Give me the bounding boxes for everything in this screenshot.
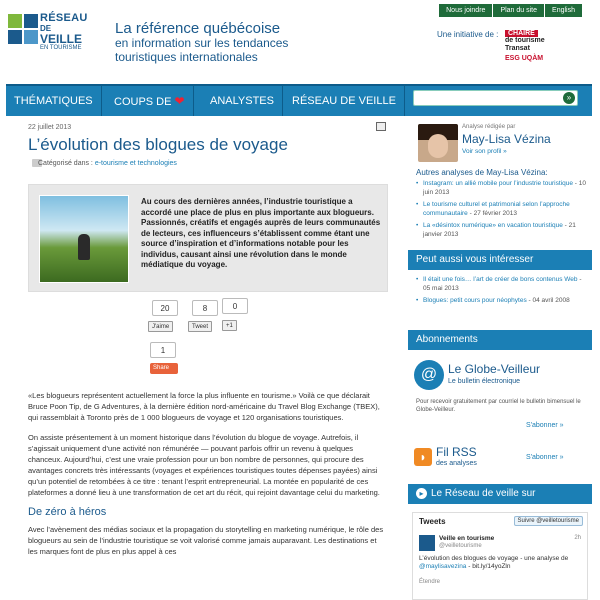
like-count: 20 bbox=[152, 300, 178, 316]
newsletter-subtitle: Le bulletin électronique bbox=[448, 378, 520, 385]
article bbox=[20, 118, 392, 600]
rss-subscribe-link[interactable]: S'abonner » bbox=[526, 454, 564, 461]
tweet-author-name[interactable]: Veille en tourisme bbox=[439, 535, 495, 542]
author-profile-link[interactable]: Voir son profil » bbox=[462, 148, 507, 155]
nav-analystes[interactable]: ANALYSTES bbox=[202, 86, 283, 116]
chaire-logo[interactable]: CHAIRE de tourisme Transat ESG UQÀM bbox=[505, 30, 545, 62]
list-item: • Il était une fois… l’art de créer de bons contenus Web - 05 mai 2013 bbox=[416, 276, 588, 293]
twitter-heading: ▸ Le Réseau de veille sur bbox=[408, 484, 592, 504]
like-button[interactable]: J'aime bbox=[148, 321, 173, 332]
plus-one-button[interactable]: +1 bbox=[222, 320, 237, 331]
interest-list bbox=[416, 276, 588, 310]
author-avatar[interactable] bbox=[418, 124, 458, 162]
heart-icon: ❤ bbox=[174, 94, 185, 108]
arrow-right-icon: ▸ bbox=[416, 488, 427, 499]
author-label: Analyse rédigée par bbox=[462, 124, 516, 130]
top-nav bbox=[438, 4, 582, 17]
page-title: L’évolution des blogues de voyage bbox=[28, 135, 288, 154]
search-input[interactable] bbox=[413, 90, 578, 106]
hiker-image bbox=[39, 195, 129, 283]
share-button[interactable]: Share bbox=[150, 363, 178, 374]
newsletter-subscribe-link[interactable]: S'abonner » bbox=[526, 422, 564, 429]
list-item: • La «désintox numérique» en vacation touristique - 21 janvier 2013 bbox=[416, 222, 591, 239]
twitter-widget bbox=[412, 512, 588, 600]
list-item: • Blogues: petit cours pour néophytes - 04 avril 2008 bbox=[416, 297, 588, 306]
article-excerpt: Au cours des dernières années, l’industrie touristique a accordé une place de plus en plus importante aux blogueurs. Passionnés, créatifs et engagés auprès de leurs communautés de lecteurs, ces influenceurs s’établissent comme étant une source d’inspiration et d’informations notable pour les individus, causant ainsi une révolution dans le monde médiatique du voyage. bbox=[28, 184, 388, 292]
twitter-avatar[interactable] bbox=[419, 535, 435, 551]
tweet-expand-link[interactable]: Étendre bbox=[419, 579, 441, 585]
article-category: Catégorisé dans : e-tourisme et technologies bbox=[38, 160, 177, 167]
logo-text: RÉSEAU DE VEILLE EN TOURISME bbox=[40, 12, 88, 51]
site-tagline: La référence québécoise en information sur les tendances touristiques internationales bbox=[115, 20, 289, 64]
interest-heading: Peut aussi vous intéresser bbox=[408, 250, 592, 270]
nav-coups-de-coeur[interactable]: COUPS DE ❤ bbox=[106, 86, 194, 116]
rss-icon[interactable]: ◗ bbox=[414, 448, 432, 466]
tweet-time: 2h bbox=[574, 535, 581, 541]
newsletter-title[interactable]: Le Globe-Veilleur bbox=[448, 362, 541, 376]
tweet-count: 8 bbox=[192, 300, 218, 316]
list-item: • Instagram: un allié mobile pour l’industrie touristique - 10 juin 2013 bbox=[416, 180, 591, 197]
article-body: «Les blogueurs représentent actuellement la force la plus influente en tourisme.» Voilà ce que déclarait Bruce Poon Tip, de G Adventures, à la dernière édition nord-américaine du Travel Blog Exchange (TBEX), qui rassemblait à Toronto près de 1 000 blogueurs de voyage et 120 organisations touristiques. On assiste présentement à un moment historique dans l’évolution du blogue de voyage. Autrefois, il s’agissait uniquement d’une activité non rémunérée — pouvant parfois offrir un revenu à quelques chanceux. Aujourd’hui, c’est une vraie profession pour un bon nombre de personnes, qui procure des avantages concrets très intéressants (voyages et expériences touristiques toutes dépenses payées) ainsi qu’un potentiel de retombées à ce titre : tenant l’esprit entrepreneurial. La montée en popularité de ces plateformes a donné lieu à une transformation de cet art du récit, qui rejoint davantage celui du marketing. De zéro à héros Avec l’avènement des médias sociaux et la propagation du storytelling en marketing numérique, le rôle des blogueurs au sein de l’industrie touristique se voit valorisé comme jamais auparavant. Les destinations et les marques font de plus en plus appel à ces bbox=[28, 390, 388, 566]
search-icon[interactable]: » bbox=[563, 92, 575, 104]
english-link[interactable]: English bbox=[545, 4, 582, 17]
print-icon[interactable] bbox=[376, 122, 386, 131]
other-analyses-list bbox=[416, 180, 591, 243]
newsletter-description: Pour recevoir gratuitement par courriel le bulletin bimensuel le Globe-Veilleur. bbox=[416, 399, 581, 413]
nav-reseau-de-veille[interactable]: RÉSEAU DE VEILLE bbox=[284, 86, 405, 116]
subscriptions-heading: Abonnements bbox=[408, 330, 592, 350]
other-analyses-title: Autres analyses de May-Lisa Vézina: bbox=[416, 168, 548, 177]
share-count: 1 bbox=[150, 342, 176, 358]
contact-link[interactable]: Nous joindre bbox=[439, 4, 492, 17]
nav-thematiques[interactable]: THÉMATIQUES bbox=[6, 86, 102, 116]
sitemap-link[interactable]: Plan du site bbox=[493, 4, 544, 17]
section-heading: De zéro à héros bbox=[28, 506, 107, 518]
tweet-text: L’évolution des blogues de voyage - une analyse de @maylisavezina - bit.ly/14yoZln bbox=[419, 555, 569, 570]
article-date: 22 juillet 2013 bbox=[28, 124, 72, 131]
tweet-mention-link[interactable]: @maylisavezina bbox=[419, 563, 467, 570]
newsletter-icon[interactable]: @ bbox=[414, 360, 444, 390]
logo-mark-icon bbox=[8, 14, 38, 50]
tweet-author-handle[interactable]: @veilletourisme bbox=[439, 543, 482, 549]
sidebar bbox=[408, 118, 592, 600]
initiative-label: Une initiative de : bbox=[437, 30, 499, 39]
list-item: • Le tourisme culturel et patrimonial selon l’approche communautaire - 27 février 2013 bbox=[416, 201, 591, 218]
author-name[interactable]: May-Lisa Vézina bbox=[462, 132, 551, 146]
rss-title[interactable]: Fil RSS bbox=[436, 445, 477, 459]
tweets-heading: Tweets bbox=[419, 517, 446, 526]
site-header bbox=[0, 0, 600, 82]
rss-subtitle: des analyses bbox=[436, 460, 477, 467]
category-link[interactable]: e-tourisme et technologies bbox=[94, 160, 177, 167]
plus-count: 0 bbox=[222, 298, 248, 314]
site-logo[interactable] bbox=[8, 8, 108, 56]
tweet-button[interactable]: Tweet bbox=[188, 321, 212, 332]
twitter-follow-button[interactable]: Suivre @veilletourisme bbox=[514, 516, 583, 526]
